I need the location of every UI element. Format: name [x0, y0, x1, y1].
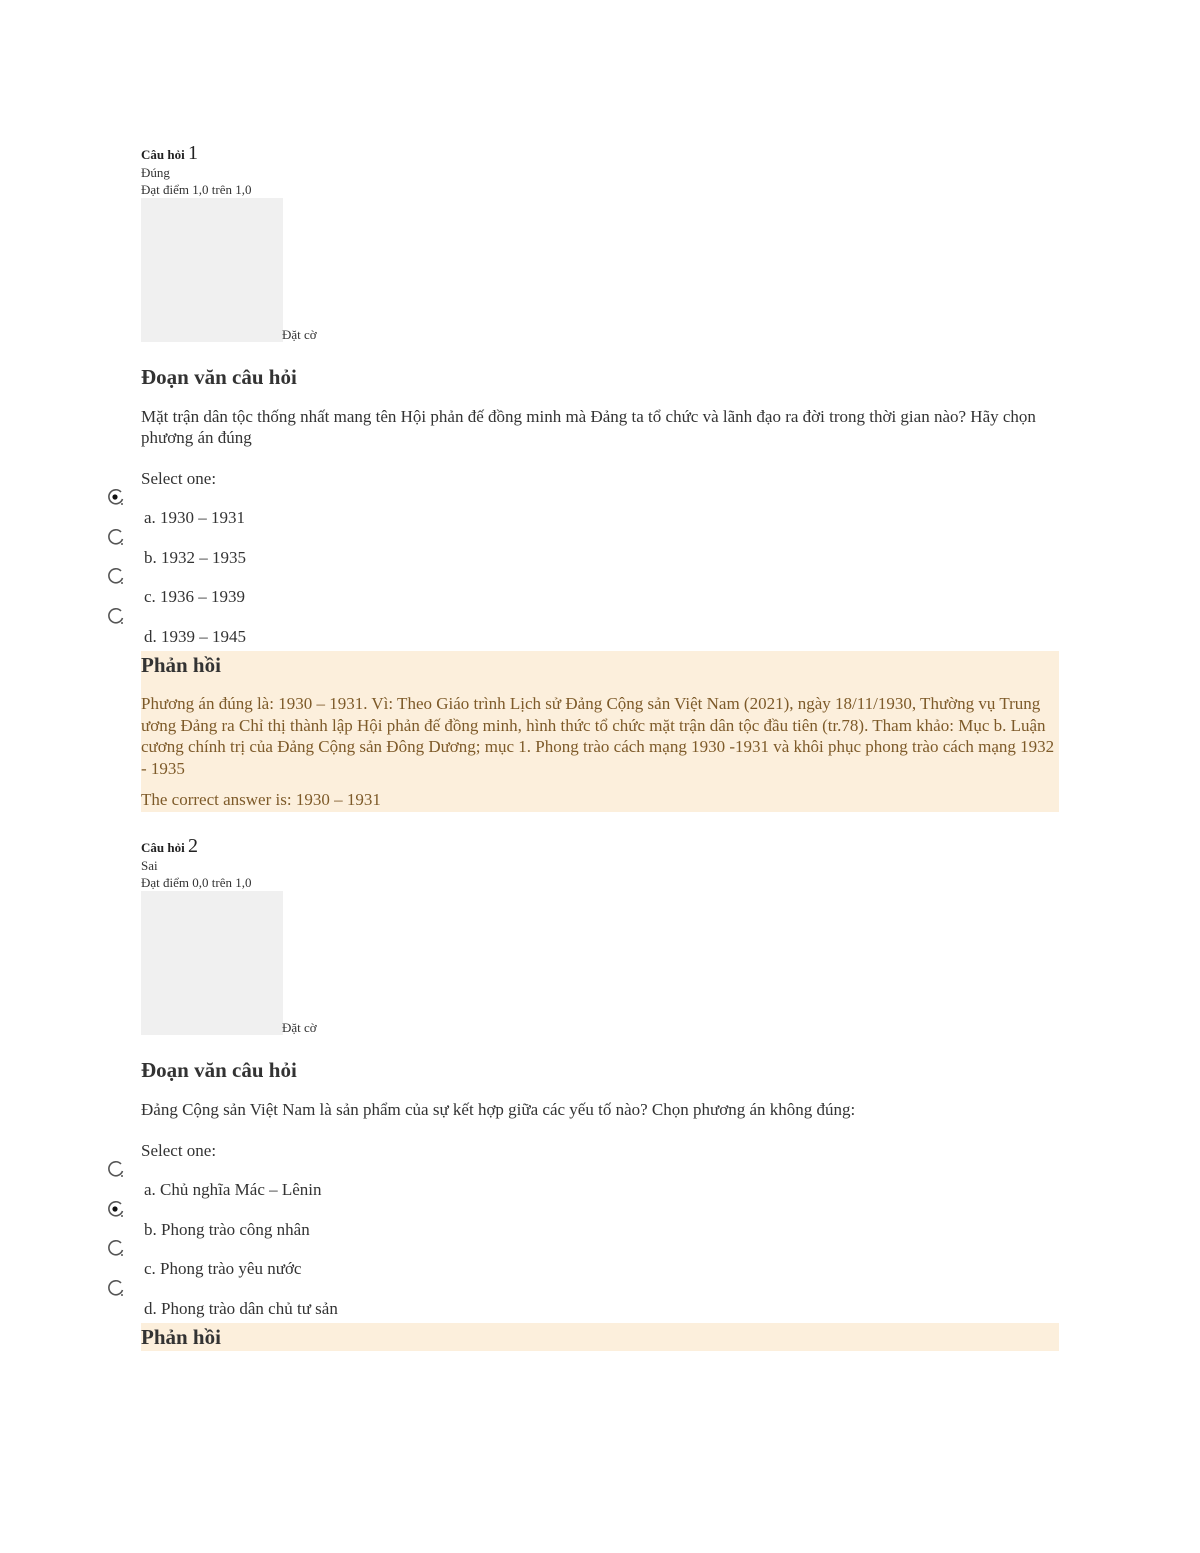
question-number — [141, 143, 1059, 164]
question-status: Đúng — [141, 165, 170, 180]
question-text-heading: Đoạn văn câu hỏi — [141, 365, 297, 389]
radio-unchecked-icon[interactable] — [107, 1279, 125, 1297]
question-number-value: 1 — [187, 142, 198, 164]
radio-unchecked-icon[interactable] — [107, 1160, 125, 1178]
answer-option-label: b. Phong trào công nhân — [144, 1219, 310, 1239]
answer-option[interactable] — [141, 1167, 1059, 1207]
radio-unchecked-icon[interactable] — [107, 1239, 125, 1257]
flag-icon[interactable] — [141, 891, 283, 1035]
question-text: Mặt trận dân tộc thống nhất mang tên Hội phản đế đồng minh mà Đảng ta tổ chức và lãnh đạo ra đời trong thời gian nào? Hãy chọn phương án đúng — [141, 407, 1036, 447]
question-number-value: 2 — [187, 835, 198, 857]
select-one-prompt: Select one: — [141, 1141, 217, 1160]
flag-area — [141, 891, 1059, 1035]
answer-option-label: d. 1939 – 1945 — [144, 626, 246, 646]
flag-question-link[interactable]: Đặt cờ — [282, 1020, 317, 1035]
flag-question-link[interactable]: Đặt cờ — [282, 327, 317, 342]
select-one-prompt: Select one: — [141, 469, 217, 488]
answer-option[interactable] — [141, 614, 1059, 654]
feedback-heading: Phản hồi — [141, 653, 221, 677]
answer-option[interactable] — [141, 495, 1059, 535]
feedback-text: Phương án đúng là: 1930 – 1931. Vì: Theo Giáo trình Lịch sử Đảng Cộng sản Việt Nam (2021), ngày 18/11/1930, Thường vụ Trung ương Đảng ra Chỉ thị thành lập Hội phản đế đồng minh, hình thức tổ chức mặt trận dân tộc đầu tiên (tr.78). Tham khảo: Mục b. Luận cương chính trị của Đảng Cộng sản Đông Dương; mục 1. Phong trào cách mạng 1930 -1931 và khôi phục phong trào cách mạng 1932 - 1935 — [141, 694, 1055, 778]
answer-option-label: a. 1930 – 1931 — [144, 508, 246, 527]
question-grade: Đạt điểm 0,0 trên 1,0 — [141, 875, 252, 890]
answer-option-label: d. Phong trào dân chủ tư sản — [144, 1298, 338, 1318]
answer-options — [141, 495, 1059, 653]
question-label: Câu hỏi — [141, 147, 185, 162]
question-status: Sai — [141, 858, 158, 873]
radio-unchecked-icon[interactable] — [107, 567, 125, 585]
flag-area — [141, 198, 1059, 342]
question-number — [141, 836, 1059, 857]
answer-option[interactable] — [141, 535, 1059, 575]
radio-checked-icon[interactable] — [107, 488, 125, 506]
question-text-heading: Đoạn văn câu hỏi — [141, 1058, 297, 1082]
radio-checked-icon[interactable] — [107, 1200, 125, 1218]
question-1 — [141, 143, 1059, 812]
answer-option[interactable] — [141, 1286, 1059, 1326]
answer-option-label: a. Chủ nghĩa Mác – Lênin — [144, 1180, 322, 1199]
answer-options — [141, 1167, 1059, 1325]
radio-unchecked-icon[interactable] — [107, 528, 125, 546]
answer-option-label: b. 1932 – 1935 — [144, 547, 246, 567]
answer-option[interactable] — [141, 1207, 1059, 1247]
question-2 — [141, 836, 1059, 1351]
flag-icon[interactable] — [141, 198, 283, 342]
correct-answer: The correct answer is: 1930 – 1931 — [141, 790, 381, 809]
answer-option[interactable] — [141, 574, 1059, 614]
feedback-panel — [141, 651, 1059, 812]
radio-unchecked-icon[interactable] — [107, 607, 125, 625]
answer-option[interactable] — [141, 1246, 1059, 1286]
answer-option-label: c. 1936 – 1939 — [144, 587, 246, 606]
question-text: Đảng Cộng sản Việt Nam là sản phẩm của sự kết hợp giữa các yếu tố nào? Chọn phương án không đúng: — [141, 1100, 856, 1119]
answer-option-label: c. Phong trào yêu nước — [144, 1259, 302, 1278]
question-grade: Đạt điểm 1,0 trên 1,0 — [141, 182, 252, 197]
feedback-heading: Phản hồi — [141, 1325, 221, 1349]
feedback-panel — [141, 1323, 1059, 1351]
question-label: Câu hỏi — [141, 840, 185, 855]
